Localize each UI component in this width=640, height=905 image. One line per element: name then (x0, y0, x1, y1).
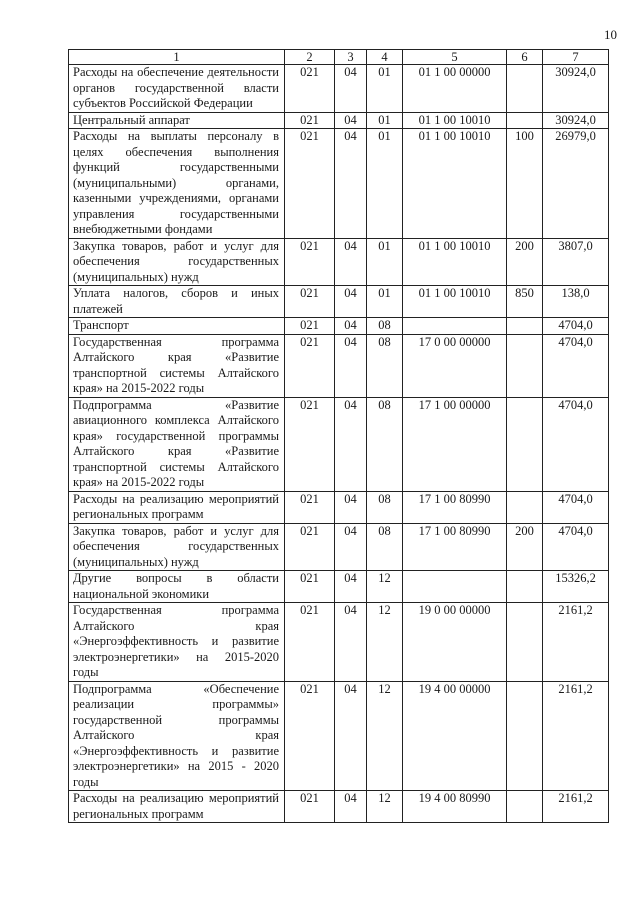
section-code: 04 (335, 286, 367, 318)
amount: 2161,2 (543, 603, 609, 682)
section-code: 04 (335, 491, 367, 523)
expense-type (507, 318, 543, 335)
item-name: Расходы на выплаты персоналу в целях обеспечения выполнения функций государственными (муниципальными) органами, казенными учреждениями, органами управления государственными внебюджетными фондами (69, 129, 285, 239)
table-row (69, 523, 609, 571)
section-code: 04 (335, 791, 367, 823)
ministry-code: 021 (285, 791, 335, 823)
amount: 4704,0 (543, 318, 609, 335)
target-article: 01 1 00 10010 (403, 112, 507, 129)
header-cell: 2 (285, 50, 335, 65)
subsection-code: 01 (367, 286, 403, 318)
item-name: Центральный аппарат (69, 112, 285, 129)
section-code: 04 (335, 523, 367, 571)
section-code: 04 (335, 334, 367, 397)
expense-type: 200 (507, 523, 543, 571)
table-row (69, 112, 609, 129)
subsection-code: 01 (367, 65, 403, 113)
amount: 4704,0 (543, 491, 609, 523)
expense-type (507, 791, 543, 823)
table-row (69, 397, 609, 491)
section-code: 04 (335, 571, 367, 603)
item-name: Расходы на реализацию мероприятий региональных программ (69, 791, 285, 823)
ministry-code: 021 (285, 523, 335, 571)
table-row (69, 129, 609, 239)
table-row (69, 65, 609, 113)
item-name: Подпрограмма «Развитие авиационного комплекса Алтайского края» государственной программы Алтайского края «Развитие транспортной системы Алтайского края» на 2015-2022 годы (69, 397, 285, 491)
target-article: 17 0 00 00000 (403, 334, 507, 397)
amount: 4704,0 (543, 523, 609, 571)
subsection-code: 01 (367, 112, 403, 129)
subsection-code: 08 (367, 397, 403, 491)
target-article: 17 1 00 00000 (403, 397, 507, 491)
target-article: 01 1 00 10010 (403, 238, 507, 286)
item-name: Государственная программа Алтайского края «Энергоэффективность и развитие электроэнергетики» на 2015-2020 годы (69, 603, 285, 682)
ministry-code: 021 (285, 491, 335, 523)
expense-type (507, 603, 543, 682)
subsection-code: 08 (367, 523, 403, 571)
table-row (69, 681, 609, 791)
subsection-code: 08 (367, 318, 403, 335)
expense-type (507, 112, 543, 129)
section-code: 04 (335, 318, 367, 335)
ministry-code: 021 (285, 286, 335, 318)
expense-type: 850 (507, 286, 543, 318)
ministry-code: 021 (285, 318, 335, 335)
section-code: 04 (335, 397, 367, 491)
expense-type (507, 681, 543, 791)
subsection-code: 08 (367, 491, 403, 523)
expense-type (507, 65, 543, 113)
header-row (69, 50, 609, 65)
subsection-code: 01 (367, 129, 403, 239)
amount: 26979,0 (543, 129, 609, 239)
target-article: 01 1 00 10010 (403, 286, 507, 318)
amount: 2161,2 (543, 681, 609, 791)
item-name: Расходы на обеспечение деятельности органов государственной власти субъектов Российской Федерации (69, 65, 285, 113)
amount: 3807,0 (543, 238, 609, 286)
page-number: 10 (604, 27, 617, 42)
item-name: Уплата налогов, сборов и иных платежей (69, 286, 285, 318)
expense-type (507, 397, 543, 491)
target-article: 17 1 00 80990 (403, 491, 507, 523)
amount: 4704,0 (543, 397, 609, 491)
ministry-code: 021 (285, 65, 335, 113)
ministry-code: 021 (285, 603, 335, 682)
header-cell: 6 (507, 50, 543, 65)
header-cell: 7 (543, 50, 609, 65)
expense-type (507, 571, 543, 603)
amount: 30924,0 (543, 112, 609, 129)
subsection-code: 01 (367, 238, 403, 286)
item-name: Государственная программа Алтайского края «Развитие транспортной системы Алтайского края» на 2015-2022 годы (69, 334, 285, 397)
section-code: 04 (335, 129, 367, 239)
table-row (69, 318, 609, 335)
expense-type (507, 334, 543, 397)
section-code: 04 (335, 65, 367, 113)
subsection-code: 12 (367, 681, 403, 791)
target-article (403, 318, 507, 335)
budget-table (68, 49, 609, 823)
header-cell: 5 (403, 50, 507, 65)
target-article: 19 4 00 00000 (403, 681, 507, 791)
subsection-code: 08 (367, 334, 403, 397)
table-row (69, 603, 609, 682)
target-article: 17 1 00 80990 (403, 523, 507, 571)
ministry-code: 021 (285, 112, 335, 129)
table-row (69, 491, 609, 523)
table-row (69, 791, 609, 823)
amount: 4704,0 (543, 334, 609, 397)
section-code: 04 (335, 681, 367, 791)
table-row (69, 238, 609, 286)
item-name: Транспорт (69, 318, 285, 335)
ministry-code: 021 (285, 334, 335, 397)
table-row (69, 334, 609, 397)
header-cell: 3 (335, 50, 367, 65)
item-name: Закупка товаров, работ и услуг для обеспечения государственных (муниципальных) нужд (69, 523, 285, 571)
section-code: 04 (335, 112, 367, 129)
table-row (69, 571, 609, 603)
subsection-code: 12 (367, 571, 403, 603)
item-name: Другие вопросы в области национальной экономики (69, 571, 285, 603)
target-article: 19 0 00 00000 (403, 603, 507, 682)
item-name: Расходы на реализацию мероприятий региональных программ (69, 491, 285, 523)
amount: 30924,0 (543, 65, 609, 113)
table-row (69, 286, 609, 318)
expense-type: 200 (507, 238, 543, 286)
expense-type: 100 (507, 129, 543, 239)
section-code: 04 (335, 238, 367, 286)
ministry-code: 021 (285, 397, 335, 491)
target-article: 01 1 00 10010 (403, 129, 507, 239)
item-name: Закупка товаров, работ и услуг для обеспечения государственных (муниципальных) нужд (69, 238, 285, 286)
target-article: 01 1 00 00000 (403, 65, 507, 113)
amount: 2161,2 (543, 791, 609, 823)
ministry-code: 021 (285, 681, 335, 791)
ministry-code: 021 (285, 571, 335, 603)
item-name: Подпрограмма «Обеспечение реализации программы» государственной программы Алтайского края «Энергоэффективность и развитие электроэнергетики» на 2015 - 2020 годы (69, 681, 285, 791)
amount: 15326,2 (543, 571, 609, 603)
subsection-code: 12 (367, 791, 403, 823)
target-article: 19 4 00 80990 (403, 791, 507, 823)
subsection-code: 12 (367, 603, 403, 682)
target-article (403, 571, 507, 603)
header-cell: 1 (69, 50, 285, 65)
header-cell: 4 (367, 50, 403, 65)
ministry-code: 021 (285, 238, 335, 286)
amount: 138,0 (543, 286, 609, 318)
expense-type (507, 491, 543, 523)
ministry-code: 021 (285, 129, 335, 239)
section-code: 04 (335, 603, 367, 682)
